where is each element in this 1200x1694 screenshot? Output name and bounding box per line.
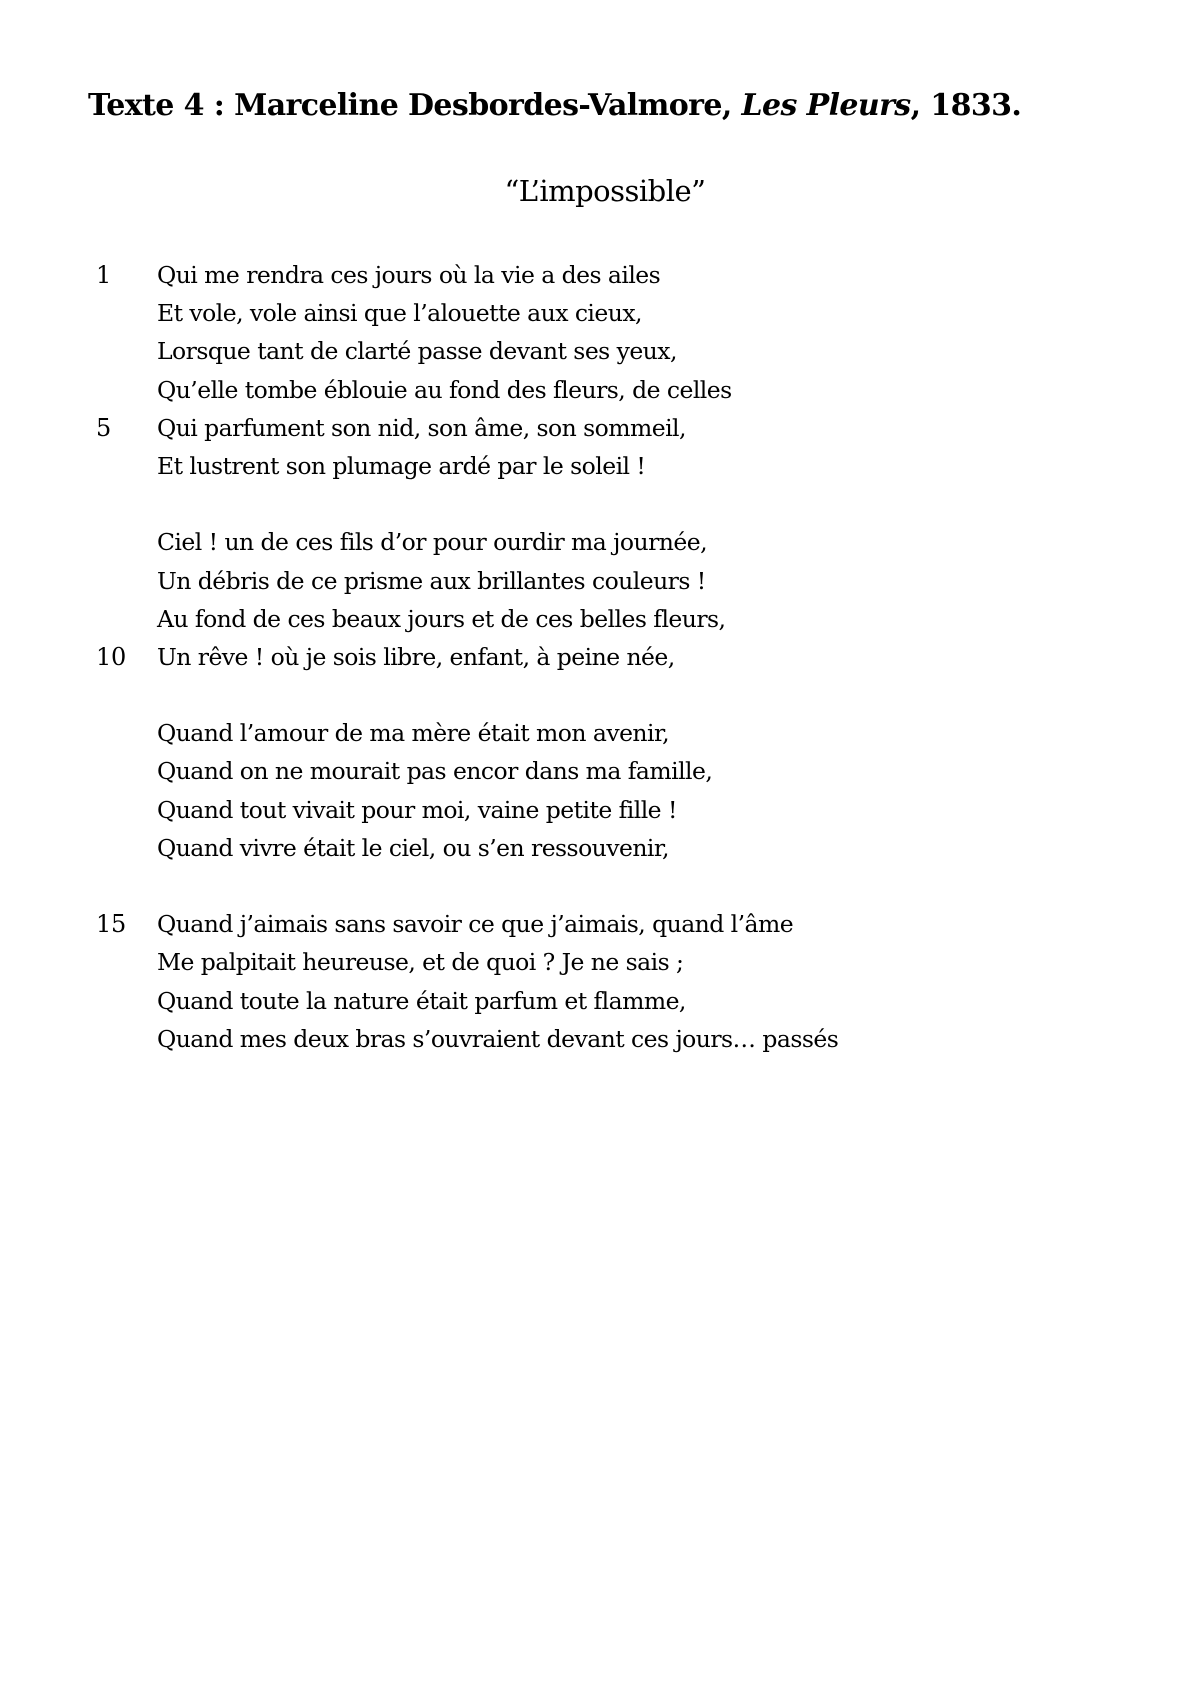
- line-number: 5: [96, 413, 111, 442]
- verse-line: [0, 525, 1200, 563]
- verse-line: [0, 831, 1200, 869]
- poem-title: “L’impossible”: [504, 174, 706, 208]
- verse-line: [0, 716, 1200, 754]
- line-text: Quand on ne mourait pas encor dans ma famille,: [157, 757, 713, 786]
- verse-line: [0, 564, 1200, 602]
- line-text: Me palpitait heureuse, et de quoi ? Je ne sais ;: [157, 948, 684, 977]
- poem-body: [0, 258, 1200, 1060]
- line-text: Un débris de ce prisme aux brillantes couleurs !: [157, 566, 706, 595]
- line-text: Et lustrent son plumage ardé par le soleil !: [157, 451, 646, 480]
- line-text: Quand l’amour de ma mère était mon avenir,: [157, 719, 670, 748]
- verse-line: [0, 984, 1200, 1022]
- line-number: 15: [96, 910, 126, 939]
- line-text: Qui me rendra ces jours où la vie a des ailes: [157, 261, 661, 289]
- verse-line: [0, 754, 1200, 792]
- verse-line: [0, 907, 1200, 945]
- line-number: 1: [96, 261, 111, 289]
- verse-line: [0, 449, 1200, 487]
- line-text: Quand j’aimais sans savoir ce que j’aimais, quand l’âme: [157, 910, 794, 939]
- verse-line: [0, 945, 1200, 983]
- document-heading: [88, 86, 1021, 126]
- verse-line: [0, 640, 1200, 678]
- line-text: Qu’elle tombe éblouie au fond des fleurs, de celles: [157, 375, 732, 404]
- heading-book-title: Les Pleurs: [741, 88, 911, 123]
- verse-line: [0, 334, 1200, 372]
- verse-line: [0, 602, 1200, 640]
- line-text: Lorsque tant de clarté passe devant ses yeux,: [157, 337, 677, 366]
- verse-line: [0, 1022, 1200, 1060]
- verse-line: [0, 373, 1200, 411]
- verse-line: [0, 296, 1200, 334]
- line-text: Quand toute la nature était parfum et flamme,: [157, 986, 686, 1015]
- line-text: Qui parfument son nid, son âme, son sommeil,: [157, 413, 686, 442]
- line-text: Quand mes deux bras s’ouvraient devant ces jours… passés: [157, 1024, 839, 1053]
- verse-line: [0, 258, 1200, 296]
- line-text: Un rêve ! où je sois libre, enfant, à peine née,: [157, 642, 675, 671]
- line-text: Quand vivre était le ciel, ou s’en ressouvenir,: [157, 833, 669, 862]
- line-text: Ciel ! un de ces fils d’or pour ourdir ma journée,: [157, 528, 707, 557]
- line-text: Au fond de ces beaux jours et de ces belles fleurs,: [157, 604, 726, 633]
- stanza-break: [0, 869, 1200, 907]
- line-text: Quand tout vivait pour moi, vaine petite fille !: [157, 795, 677, 824]
- line-text: Et vole, vole ainsi que l’alouette aux cieux,: [157, 299, 642, 328]
- stanza-break: [0, 487, 1200, 525]
- verse-line: [0, 411, 1200, 449]
- heading-suffix: , 1833.: [910, 88, 1022, 123]
- stanza-break: [0, 678, 1200, 716]
- verse-line: [0, 793, 1200, 831]
- heading-prefix: Texte 4 : Marceline Desbordes-Valmore,: [88, 88, 742, 123]
- line-number: 10: [96, 642, 126, 671]
